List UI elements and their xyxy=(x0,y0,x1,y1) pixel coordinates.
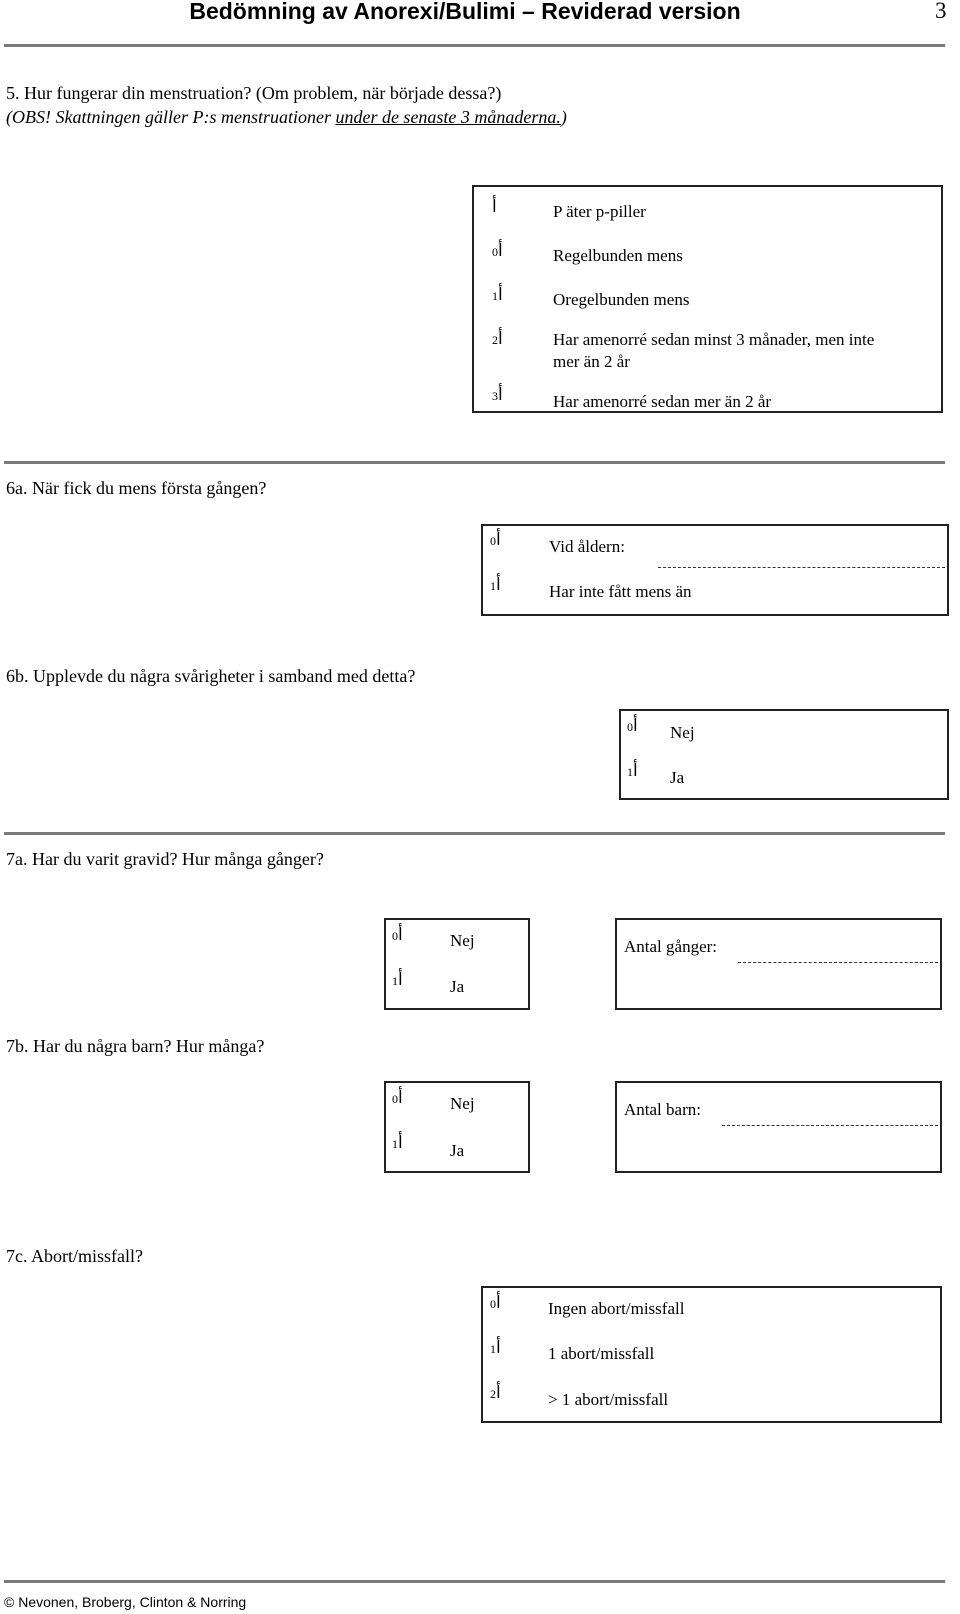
checkbox-q7c-2[interactable]: أ2 xyxy=(490,1383,501,1403)
option-label: Har inte fått mens än xyxy=(549,582,692,601)
checkbox-q6a-1[interactable]: أ1 xyxy=(490,575,501,595)
option-label: P äter p-piller xyxy=(553,202,646,221)
option-label: Nej xyxy=(450,931,475,950)
question-7c: 7c. Abort/missfall? xyxy=(6,1246,143,1266)
question-6b: 6b. Upplevde du några svårigheter i samband med detta? xyxy=(6,666,416,686)
option-label: Ja xyxy=(450,1141,465,1160)
page-number: 3 xyxy=(935,0,947,23)
checkbox-q7c-0[interactable]: أ0 xyxy=(490,1293,501,1313)
option-label: Vid åldern: xyxy=(549,537,625,556)
checkbox-q5-2[interactable]: أ2 xyxy=(492,329,503,349)
checkbox-q7a-1[interactable]: أ1 xyxy=(392,970,403,990)
pregnancy-count-input-line[interactable] xyxy=(738,962,938,963)
q6b-options-box xyxy=(619,709,949,800)
option-label: Har amenorré sedan minst 3 månader, men inte xyxy=(553,330,875,349)
count-label: Antal barn: xyxy=(624,1100,701,1119)
section-divider xyxy=(4,461,945,464)
checkbox-q7b-0[interactable]: أ0 xyxy=(392,1088,403,1108)
checkbox-q7c-1[interactable]: أ1 xyxy=(490,1338,501,1358)
document-title: Bedömning av Anorexi/Bulimi – Reviderad version xyxy=(189,0,741,24)
checkbox-q7b-1[interactable]: أ1 xyxy=(392,1133,403,1153)
q7b-count-box xyxy=(615,1081,942,1173)
question-6a: 6a. När fick du mens första gången? xyxy=(6,478,267,498)
option-label: Har amenorré sedan mer än 2 år xyxy=(553,392,772,411)
question-5: 5. Hur fungerar din menstruation? (Om problem, när började dessa?) xyxy=(6,83,502,103)
footer-divider xyxy=(4,1580,945,1583)
checkbox-q6b-0[interactable]: أ0 xyxy=(627,716,638,736)
question-7a: 7a. Har du varit gravid? Hur många gånger? xyxy=(6,849,324,869)
option-label: Ja xyxy=(450,977,465,996)
option-label: Regelbunden mens xyxy=(553,246,683,265)
option-label: 1 abort/missfall xyxy=(548,1344,655,1363)
checkbox-q6a-0[interactable]: أ0 xyxy=(490,530,501,550)
checkbox-q5-0[interactable]: أ0 xyxy=(492,241,503,261)
question-7b: 7b. Har du några barn? Hur många? xyxy=(6,1036,265,1056)
checkbox-q5-pill[interactable]: أ xyxy=(492,197,497,217)
q7a-count-box xyxy=(615,918,942,1010)
checkbox-q5-1[interactable]: أ1 xyxy=(492,285,503,305)
checkbox-q5-3[interactable]: أ3 xyxy=(492,385,503,405)
q5-options-box xyxy=(472,185,943,413)
checkbox-q6b-1[interactable]: أ1 xyxy=(627,761,638,781)
copyright-footer: © Nevonen, Broberg, Clinton & Norring xyxy=(4,1594,247,1610)
age-input-line[interactable] xyxy=(658,567,945,568)
children-count-input-line[interactable] xyxy=(722,1125,938,1126)
option-label: Ja xyxy=(670,768,685,787)
option-label: > 1 abort/missfall xyxy=(548,1390,669,1409)
option-label: Ingen abort/missfall xyxy=(548,1299,685,1318)
option-label: Nej xyxy=(450,1094,475,1113)
section-divider xyxy=(4,832,945,835)
option-label-continued: mer än 2 år xyxy=(553,352,630,371)
option-label: Oregelbunden mens xyxy=(553,290,690,309)
checkbox-q7a-0[interactable]: أ0 xyxy=(392,925,403,945)
header-divider xyxy=(4,44,945,47)
count-label: Antal gånger: xyxy=(624,937,717,956)
option-label: Nej xyxy=(670,723,695,742)
question-5-note: (OBS! Skattningen gäller P:s menstruationer under de senaste 3 månaderna.) xyxy=(6,107,567,127)
